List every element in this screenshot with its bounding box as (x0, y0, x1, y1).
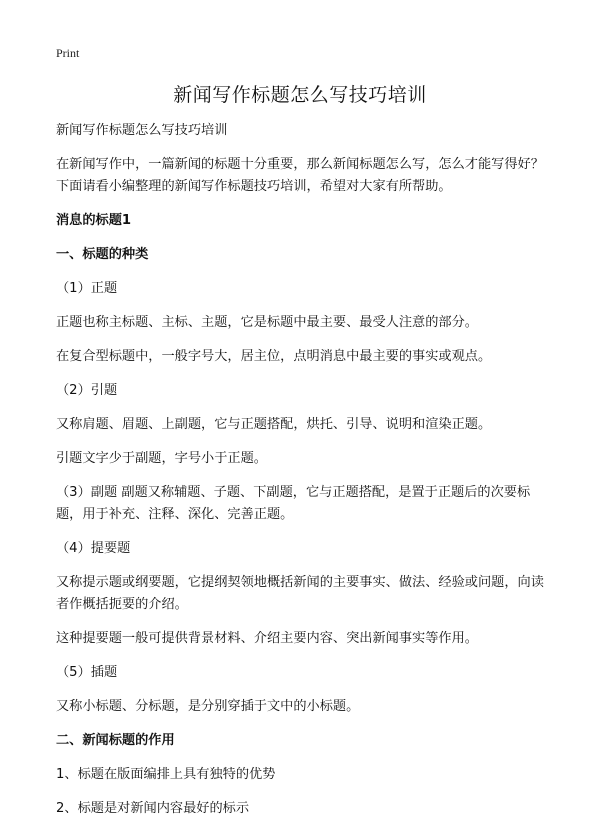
list-item: 1、标题在版面编排上具有独特的优势 (56, 767, 276, 782)
list-item: 2、标题是对新闻内容最好的标示 (56, 801, 250, 816)
paragraph: 在复合型标题中，一般字号大，居主位，点明消息中最主要的事实或观点。 (56, 349, 492, 364)
paragraph: 又称小标题、分标题，是分别穿插于文中的小标题。 (56, 699, 360, 714)
document-title: 新闻写作标题怎么写技巧培训 (173, 84, 427, 106)
paragraph: 又称肩题、眉题、上副题，它与正题搭配，烘托、引导、说明和渲染正题。 (56, 417, 492, 432)
paragraph: （3）副题 副题又称辅题、子题、下副题，它与正题搭配，是置于正题后的次要标题，用于补充、注释、深化、完善正题。 (56, 485, 531, 522)
paragraph-subtitle: 新闻写作标题怎么写技巧培训 (56, 123, 228, 138)
section-heading: 二、新闻标题的作用 (56, 733, 175, 748)
print-label: Print (56, 46, 80, 60)
paragraph: 引题文字少于副题，字号小于正题。 (56, 451, 267, 466)
paragraph: 又称提示题或纲要题，它提纲契领地概括新闻的主要事实、做法、经验或问题，向读者作概括扼要的介绍。 (56, 575, 544, 612)
section-heading: 消息的标题1 (56, 213, 132, 228)
paragraph: 正题也称主标题、主标、主题，它是标题中最主要、最受人注意的部分。 (56, 315, 478, 330)
document-body (56, 120, 544, 832)
paragraph-intro: 在新闻写作中，一篇新闻的标题十分重要，那么新闻标题怎么写，怎么才能写得好？下面请看小编整理的新闻写作标题技巧培训，希望对大家有所帮助。 (56, 157, 544, 194)
section-heading: 一、标题的种类 (56, 247, 149, 262)
subheading: （5）插题 (56, 665, 118, 680)
subheading: （2）引题 (56, 383, 118, 398)
paragraph: 这种提要题一般可提供背景材料、介绍主要内容、突出新闻事实等作用。 (56, 631, 478, 646)
subheading: （1）正题 (56, 281, 118, 296)
subheading: （4）提要题 (56, 541, 131, 556)
